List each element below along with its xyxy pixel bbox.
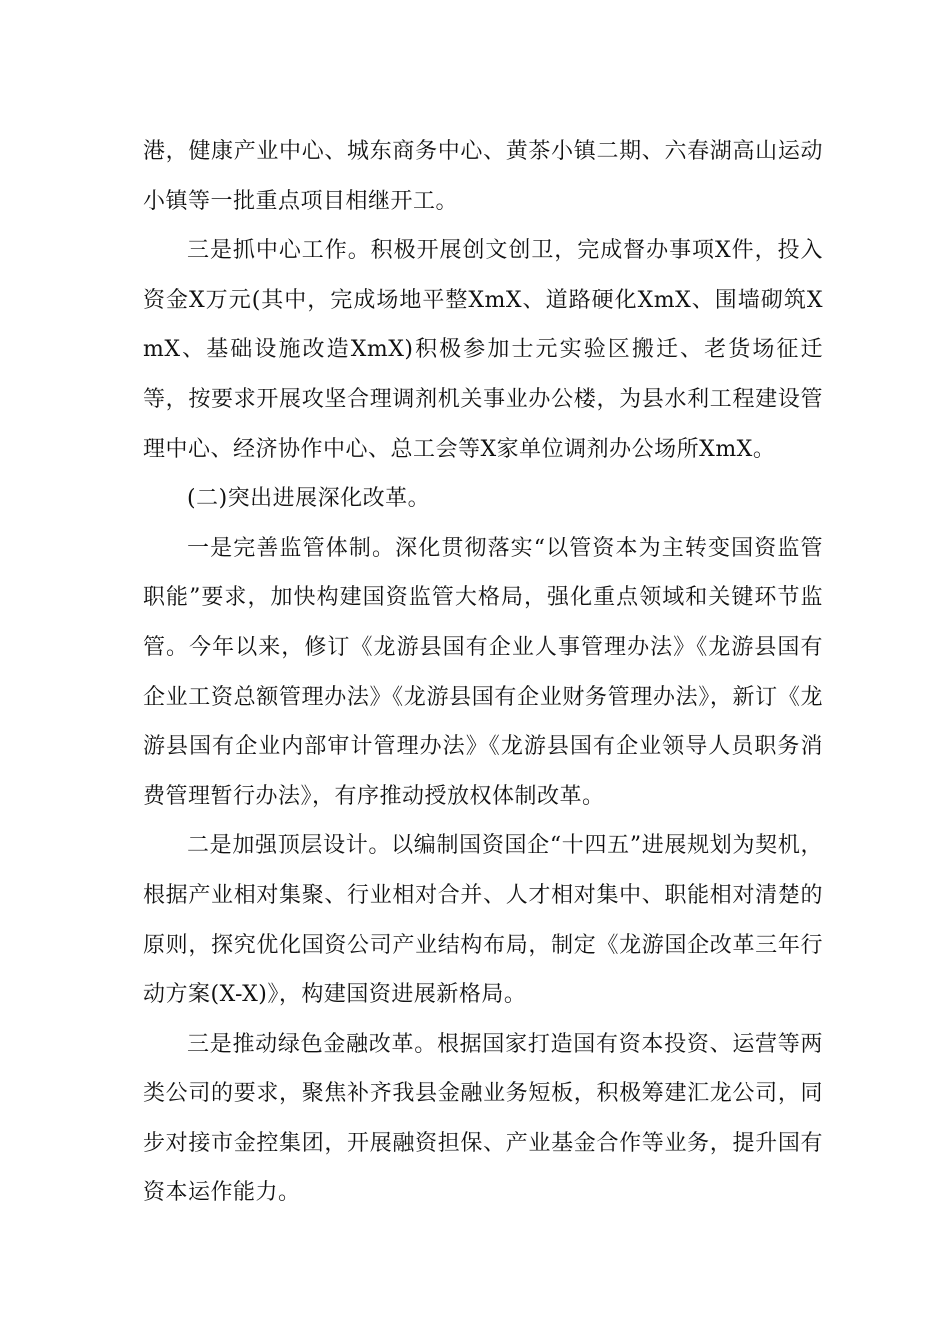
document-page — [143, 127, 823, 1218]
paragraph-central-work: 三是抓中心工作。积极开展创文创卫，完成督办事项X件，投入资金X万元(其中，完成场地平整XmX、道路硬化XmX、围墙砌筑XmX、基础设施改造XmX)积极参加士元实验区搬迁、老货场征迁等，按要求开展攻坚合理调剂机关事业办公楼，为县水利工程建设管理中心、经济协作中心、总工会等X家单位调剂办公场所XmX。 — [143, 238, 823, 462]
section-heading-reform: (二)突出进展深化改革。 — [187, 486, 431, 512]
paragraph-continuation: 港，健康产业中心、城东商务中心、黄茶小镇二期、六春湖高山运动小镇等一批重点项目相继开工。 — [143, 139, 823, 214]
paragraph-top-level-design: 二是加强顶层设计。以编制国资国企“十四五”进展规划为契机，根据产业相对集聚、行业相对合并、人才相对集中、职能相对清楚的原则，探究优化国资公司产业结构布局，制定《龙游国企改革三年行动方案(X-X)》，构建国资进展新格局。 — [143, 833, 823, 1008]
paragraph-green-finance-reform: 三是推动绿色金融改革。根据国家打造国有资本投资、运营等两类公司的要求，聚焦补齐我县金融业务短板，积极筹建汇龙公司，同步对接市金控集团，开展融资担保、产业基金合作等业务，提升国有资本运作能力。 — [143, 1031, 823, 1206]
paragraph-supervision-system: 一是完善监管体制。深化贯彻落实“以管资本为主转变国资监管职能”要求，加快构建国资监管大格局，强化重点领域和关键环节监管。今年以来，修订《龙游县国有企业人事管理办法》《龙游县国有企业工资总额管理办法》《龙游县国有企业财务管理办法》，新订《龙游县国有企业内部审计管理办法》《龙游县国有企业领导人员职务消费管理暂行办法》，有序推动授放权体制改革。 — [143, 535, 823, 809]
